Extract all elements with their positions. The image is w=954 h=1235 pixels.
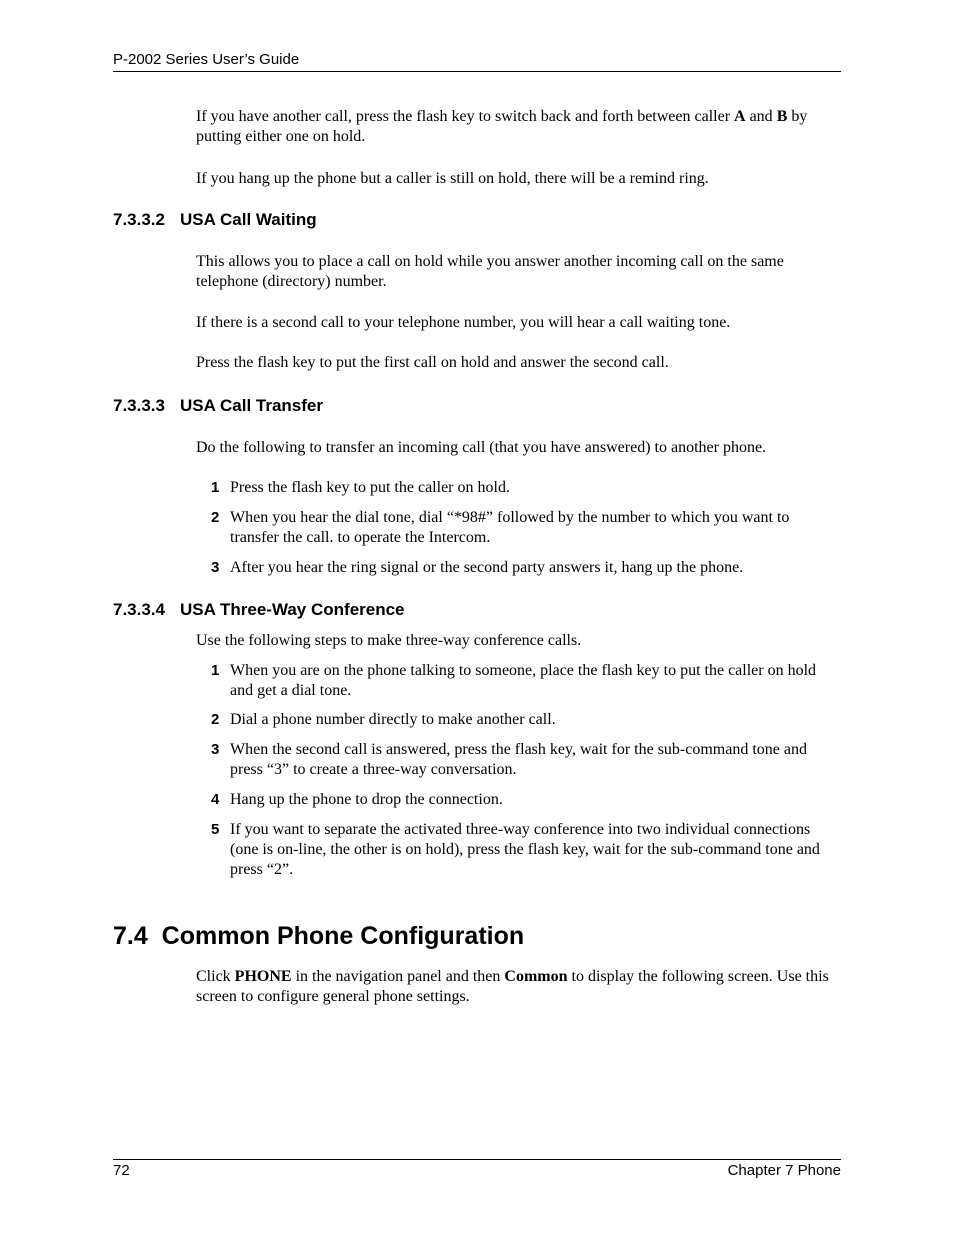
intro-paragraph-1 [196, 107, 841, 147]
conference-step [211, 740, 841, 780]
section-number: 7.4 [113, 922, 148, 950]
section-heading-7332 [113, 210, 317, 230]
step-text: When the second call is answered, press the flash key, wait for the sub-command tone and press “3” to create a three-way conversation. [230, 741, 807, 778]
step-number: 3 [211, 741, 220, 758]
intro-paragraph-2: If you hang up the phone but a caller is still on hold, there will be a remind ring. [196, 170, 709, 187]
call-waiting-paragraph-1: This allows you to place a call on hold while you answer another incoming call on the same telephone (directory) number. [196, 253, 784, 290]
page-number: 72 [113, 1162, 130, 1179]
step-number: 2 [211, 711, 220, 728]
transfer-step [211, 478, 841, 498]
section-heading-74 [113, 922, 524, 951]
text-run: Click [196, 968, 235, 985]
conference-step [211, 820, 841, 880]
call-transfer-paragraph: Do the following to transfer an incoming call (that you have answered) to another phone. [196, 439, 767, 456]
step-number: 3 [211, 559, 220, 576]
section-number: 7.3.3.3 [113, 396, 165, 415]
step-text: Press the flash key to put the caller on hold. [230, 479, 510, 496]
step-text: After you hear the ring signal or the second party answers it, hang up the phone. [230, 559, 744, 576]
section-number: 7.3.3.2 [113, 210, 165, 229]
step-number: 1 [211, 479, 220, 496]
section-title: USA Call Transfer [180, 396, 323, 415]
text-run: in the navigation panel and then [291, 968, 505, 985]
footer-rule [113, 1159, 841, 1160]
step-number: 1 [211, 662, 220, 679]
text-run: and [745, 108, 777, 125]
text-run: by putting either one on hold. [196, 108, 808, 145]
step-number: 2 [211, 509, 220, 526]
conference-step [211, 661, 841, 701]
common-config-paragraph [196, 967, 841, 1007]
step-text: Hang up the phone to drop the connection. [230, 791, 503, 808]
header-rule [113, 71, 841, 72]
phone-menu-label: PHONE [234, 968, 292, 985]
call-waiting-paragraph-2: If there is a second call to your telephone number, you will hear a call waiting tone. [196, 314, 731, 331]
transfer-step [211, 508, 841, 548]
section-number: 7.3.3.4 [113, 600, 165, 619]
section-heading-7333 [113, 396, 323, 416]
section-title: USA Call Waiting [180, 210, 317, 229]
step-text: When you hear the dial tone, dial “*98#” followed by the number to which you want to transfer the call. to operate the Intercom. [230, 509, 790, 546]
step-number: 4 [211, 791, 220, 808]
chapter-label: Chapter 7 Phone [727, 1162, 841, 1179]
step-text: Dial a phone number directly to make another call. [230, 711, 556, 728]
transfer-step [211, 558, 841, 578]
common-menu-label: Common [504, 968, 568, 985]
conference-step [211, 790, 841, 810]
running-header: P-2002 Series User’s Guide [113, 51, 300, 68]
caller-b-label: B [776, 108, 788, 125]
call-waiting-paragraph-3: Press the flash key to put the first call on hold and answer the second call. [196, 354, 669, 371]
step-text: When you are on the phone talking to someone, place the flash key to put the caller on hold and get a dial tone. [230, 662, 817, 699]
text-run: to display the following screen. Use this screen to configure general phone settings. [196, 968, 829, 1005]
conference-paragraph: Use the following steps to make three-way conference calls. [196, 632, 582, 649]
section-heading-7334 [113, 600, 405, 620]
caller-a-label: A [734, 108, 746, 125]
section-title: USA Three-Way Conference [180, 600, 405, 619]
section-title: Common Phone Configuration [161, 922, 525, 950]
text-run: If you have another call, press the flash key to switch back and forth between caller [196, 108, 735, 125]
step-number: 5 [211, 821, 220, 838]
step-text: If you want to separate the activated three-way conference into two individual connections (one is on-line, the other is on hold), press the flash key, wait for the sub-command tone and press “2”. [230, 821, 820, 878]
conference-step [211, 710, 841, 730]
